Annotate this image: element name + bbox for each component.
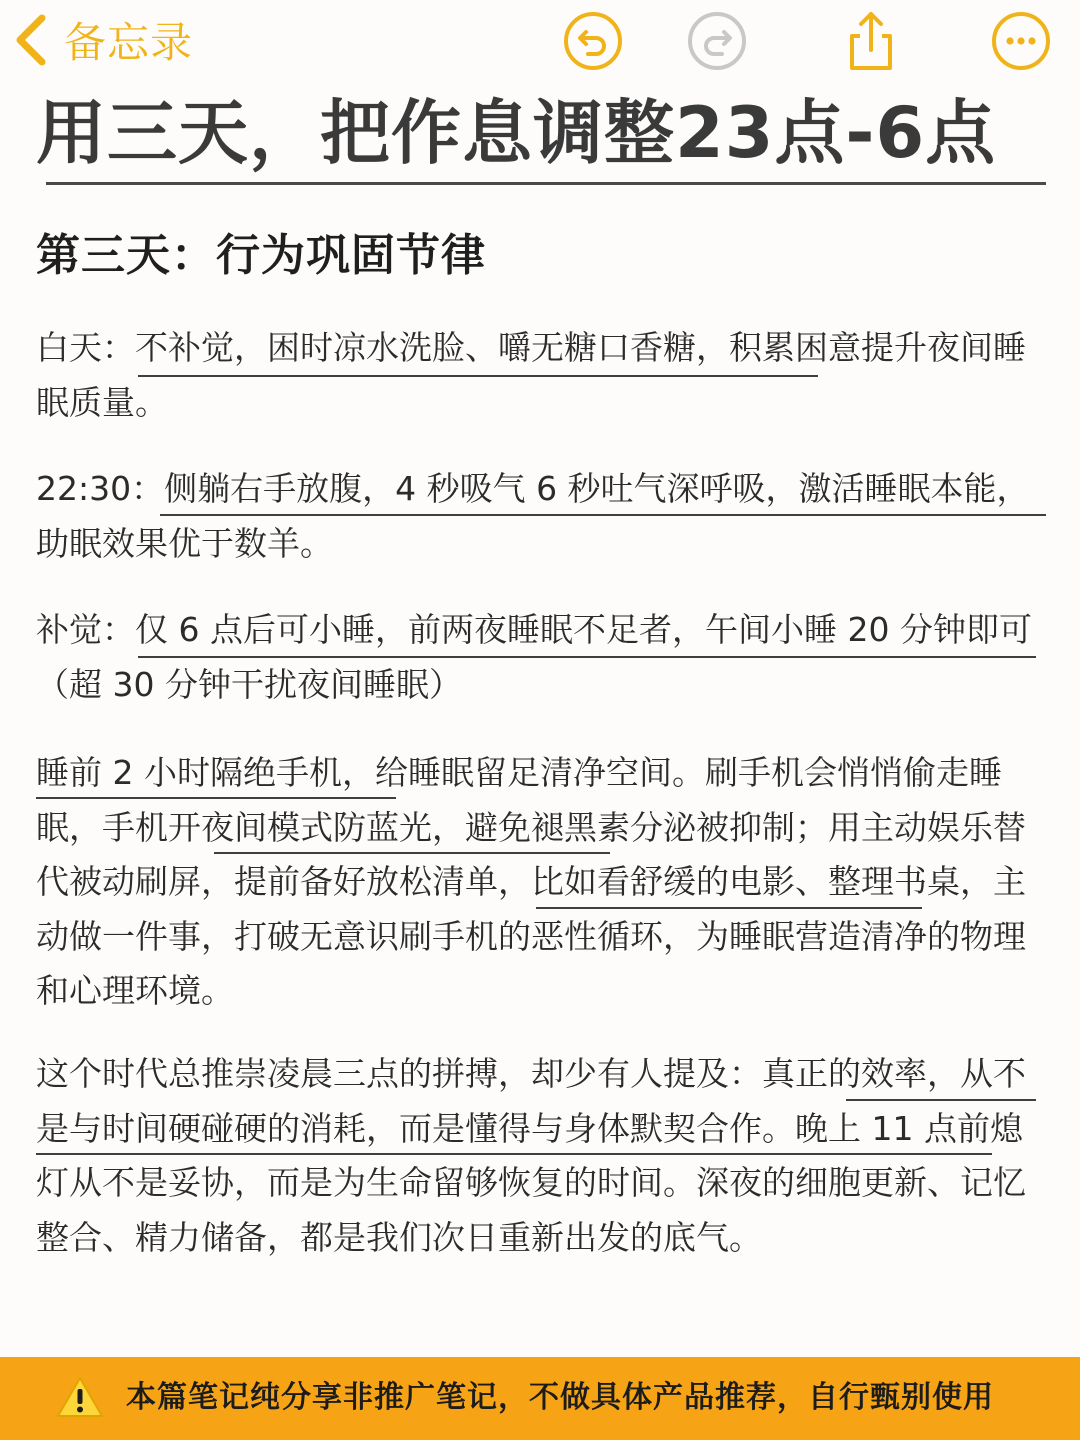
paragraph-text: 白天：不补觉，困时凉水洗脸、嚼无糖口香糖，积累困意提升夜间睡眠质量。 — [36, 328, 1026, 422]
paragraph-text: 这个时代总推崇凌晨三点的拼搏，却少有人提及：真正的效率，从不是与时间硬碰硬的消耗，而是懂得与身体默契合作。晚上 11 点前熄灯从不是妥协，而是为生命留够恢复的时间。深夜的细胞更新、记忆整合、精力储备，都是我们次日重新出发的底气。 — [36, 1054, 1026, 1257]
underline — [846, 1099, 1036, 1101]
underline — [36, 1153, 992, 1155]
undo-button[interactable] — [562, 10, 624, 72]
paragraph-text: 补觉：仅 6 点后可小睡，前两夜睡眠不足者，午间小睡 20 分钟即可（超 30 分钟干扰夜间睡眠） — [36, 610, 1032, 704]
back-label: 备忘录 — [64, 18, 194, 67]
underline — [536, 907, 922, 909]
warning-icon — [56, 1375, 104, 1419]
disclaimer-text: 本篇笔记纯分享非推广笔记，不做具体产品推荐，自行甄别使用 — [126, 1380, 994, 1415]
underline — [138, 656, 1036, 658]
note-title: 用三天，把作息调整23点-6点 — [36, 92, 997, 174]
redo-button[interactable] — [686, 10, 748, 72]
paragraph-text: 睡前 2 小时隔绝手机，给睡眠留足清净空间。刷手机会悄悄偷走睡眠，手机开夜间模式防蓝光，避免褪黑素分泌被抑制；用主动娱乐替代被动刷屏，提前备好放松清单，比如看舒缓的电影、整理书桌，主动做一件事，打破无意识刷手机的恶性循环，为睡眠营造清净的物理和心理环境。 — [36, 753, 1026, 1010]
disclaimer-banner — [0, 1357, 1080, 1440]
undo-icon — [562, 10, 624, 72]
redo-icon — [686, 10, 748, 72]
back-chevron-icon — [14, 14, 48, 66]
more-button[interactable] — [990, 10, 1052, 72]
underline — [214, 852, 610, 854]
back-button[interactable] — [14, 14, 193, 66]
title-underline — [46, 182, 1046, 185]
section-heading: 第三天：行为巩固节律 — [36, 230, 486, 281]
paragraph-text: 22:30：侧躺右手放腹，4 秒吸气 6 秒吐气深呼吸，激活睡眠本能，助眠效果优于数羊。 — [36, 469, 1030, 563]
paragraph-2230 — [36, 462, 1046, 571]
underline — [160, 514, 1046, 516]
share-button[interactable] — [840, 10, 902, 72]
paragraph-closing — [36, 1047, 1046, 1265]
more-icon — [990, 10, 1052, 72]
paragraph-phone — [36, 746, 1046, 1019]
underline — [36, 797, 396, 799]
underline — [138, 375, 818, 377]
top-navigation-bar — [0, 0, 1080, 82]
share-icon — [840, 10, 902, 72]
